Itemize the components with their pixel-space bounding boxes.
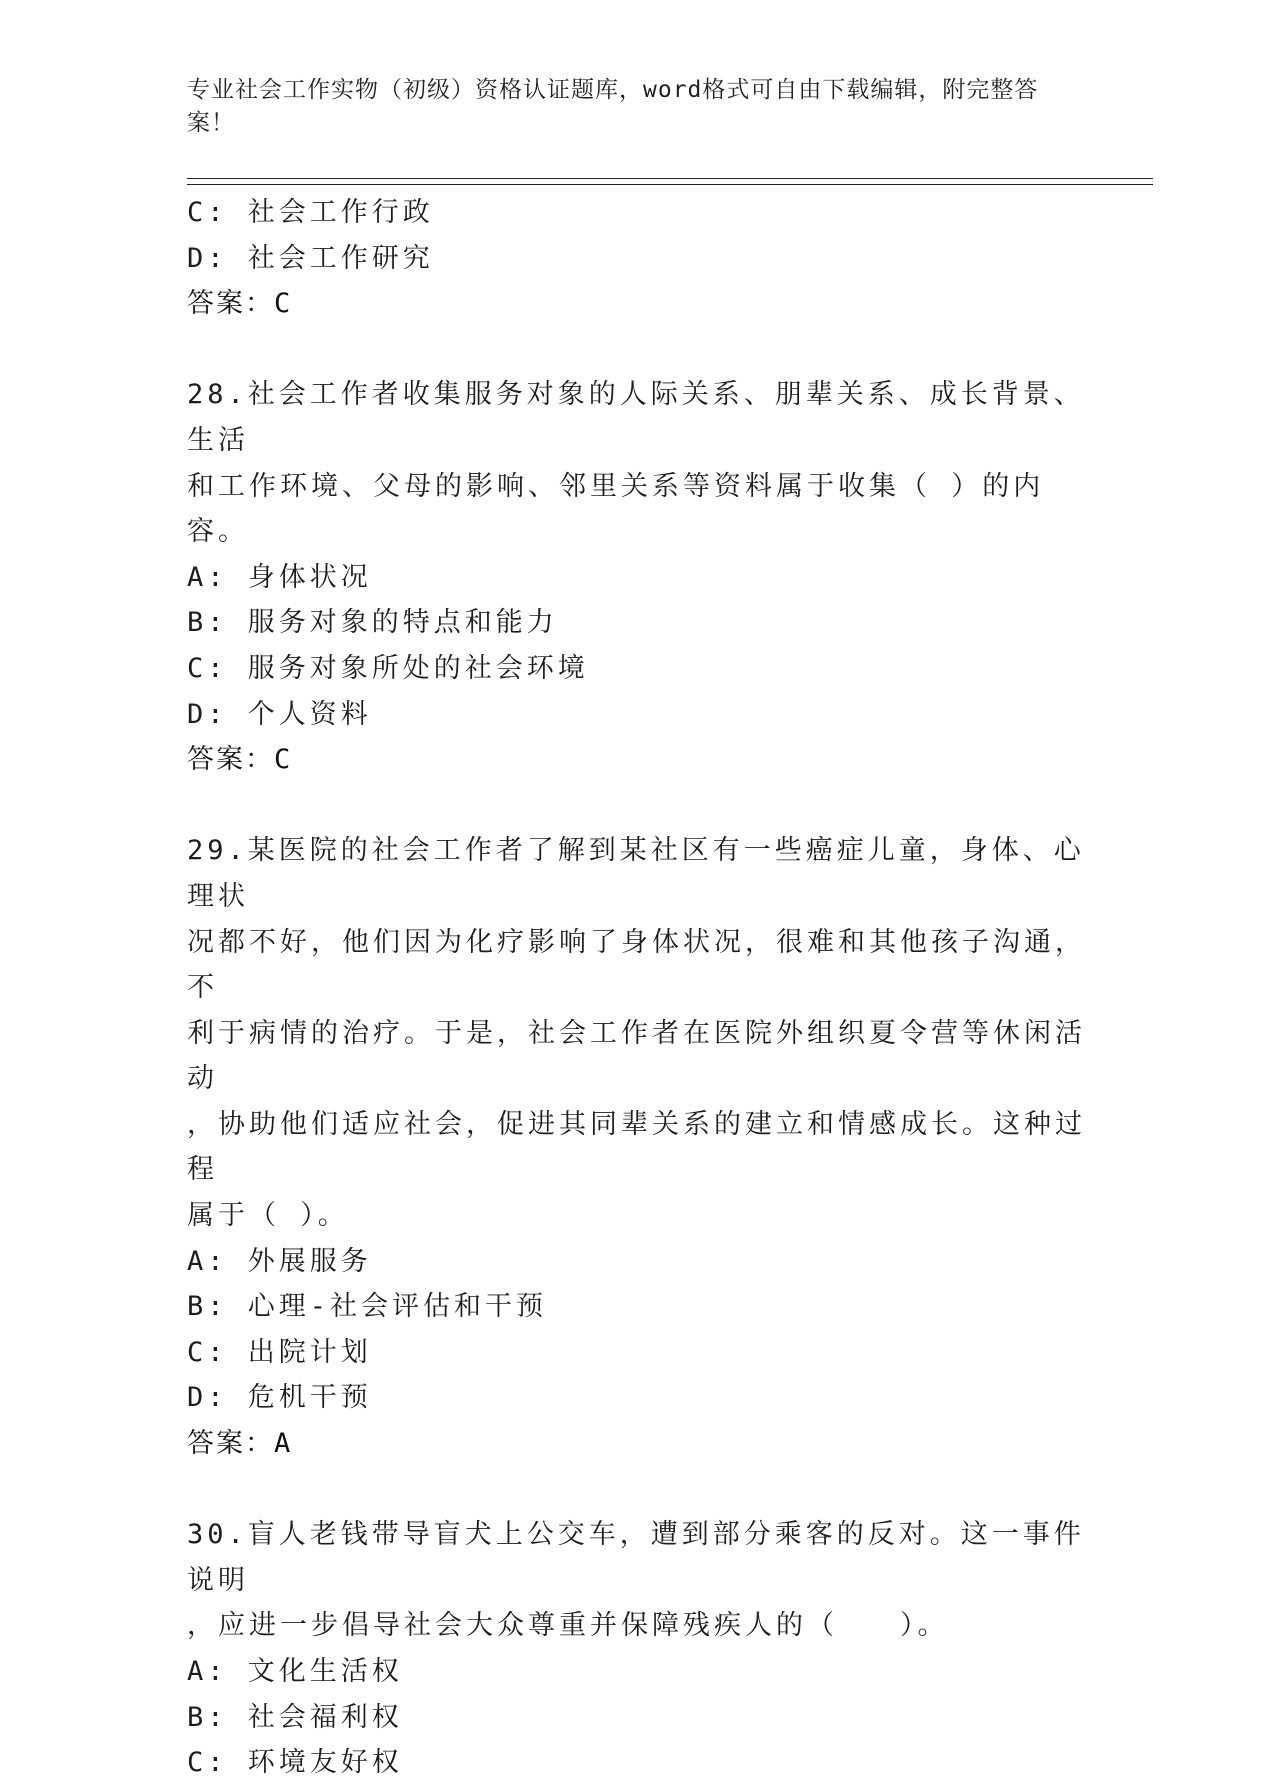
question-stem-line: 30.盲人老钱带导盲犬上公交车，遭到部分乘客的反对。这一事件说明 bbox=[187, 1519, 1085, 1596]
page-header bbox=[187, 74, 1067, 140]
option-c: C: 出院计划 bbox=[187, 1336, 372, 1368]
answer-label: 答案： bbox=[187, 744, 274, 776]
option-b: B: 服务对象的特点和能力 bbox=[187, 607, 558, 639]
option-d: D: 个人资料 bbox=[187, 698, 372, 730]
question-stem-line: 利于病情的治疗。于是，社会工作者在医院外组织夏令营等休闲活动 bbox=[187, 1017, 1086, 1095]
header-divider bbox=[187, 178, 1153, 185]
option-a: A: 身体状况 bbox=[187, 561, 372, 593]
option-d: D: 危机干预 bbox=[187, 1382, 372, 1414]
option-b: B: 社会福利权 bbox=[187, 1701, 403, 1733]
option-b: B: 心理-社会评估和干预 bbox=[187, 1291, 548, 1323]
option-a: A: 外展服务 bbox=[187, 1245, 372, 1277]
option-c: C: 服务对象所处的社会环境 bbox=[187, 652, 589, 684]
answer-line bbox=[187, 1421, 1087, 1467]
question-content bbox=[187, 190, 1087, 1786]
answer-value: A bbox=[274, 1428, 293, 1460]
option-c: C: 环境友好权 bbox=[187, 1747, 403, 1779]
question-29 bbox=[187, 828, 1087, 1466]
question-stem-line: ，协助他们适应社会，促进其同辈关系的建立和情感成长。这种过程 bbox=[187, 1108, 1086, 1186]
question-stem-line: 属于（ ）。 bbox=[187, 1200, 349, 1232]
spacer bbox=[187, 783, 1087, 829]
question-stem-line: 和工作环境、父母的影响、邻里关系等资料属于收集（ ）的内容。 bbox=[187, 470, 1045, 548]
answer-value: C bbox=[274, 288, 293, 320]
question-stem-line: 29.某医院的社会工作者了解到某社区有一些癌症儿童，身体、心理状 bbox=[187, 835, 1085, 912]
question-28 bbox=[187, 372, 1087, 782]
header-line-2: 案！ bbox=[187, 110, 235, 136]
spacer bbox=[187, 327, 1087, 373]
option-a: A: 文化生活权 bbox=[187, 1656, 403, 1687]
question-stem-line: 28.社会工作者收集服务对象的人际关系、朋辈关系、成长背景、生活 bbox=[187, 379, 1085, 456]
answer-line bbox=[187, 737, 1087, 783]
header-line-1: 专业社会工作实物（初级）资格认证题库，word格式可自由下载编辑，附完整答 bbox=[187, 77, 1039, 103]
spacer bbox=[187, 1467, 1087, 1513]
answer-line bbox=[187, 281, 1087, 327]
answer-value: C bbox=[274, 744, 293, 776]
option-d: D: 社会工作研究 bbox=[187, 242, 434, 274]
question-stem-line: 况都不好，他们因为化疗影响了身体状况，很难和其他孩子沟通，不 bbox=[187, 926, 1086, 1004]
answer-label: 答案： bbox=[187, 1428, 274, 1460]
question-30 bbox=[187, 1512, 1087, 1786]
option-c: C: 社会工作行政 bbox=[187, 197, 434, 228]
question-stem-line: ，应进一步倡导社会大众尊重并保障残疾人的（ ）。 bbox=[187, 1610, 949, 1642]
answer-label: 答案： bbox=[187, 288, 274, 320]
prev-question bbox=[187, 190, 1087, 327]
